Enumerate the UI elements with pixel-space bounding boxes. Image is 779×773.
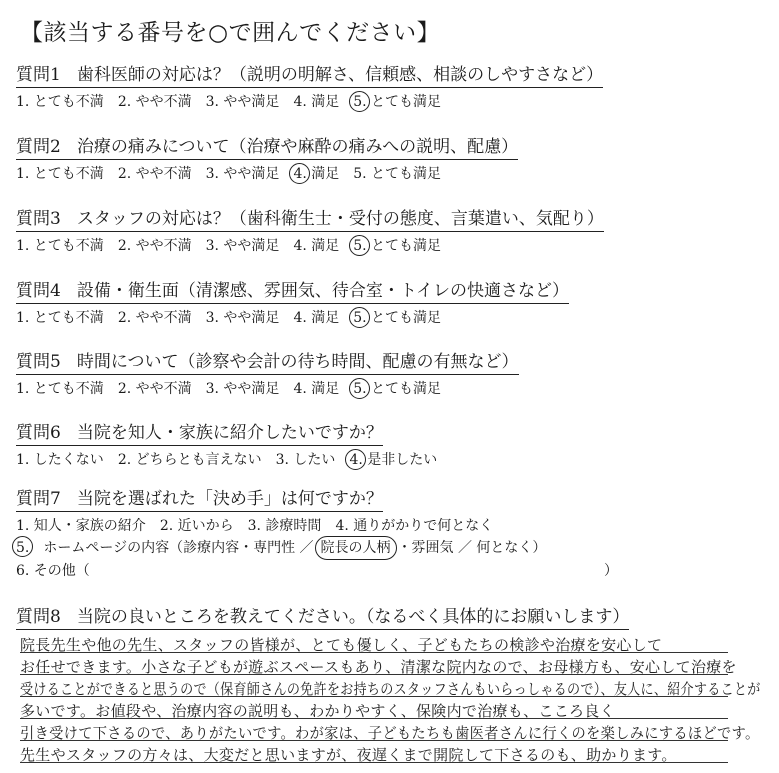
question-number: 質問3 [16, 209, 61, 229]
question-7 [16, 488, 756, 582]
answer-option-1[interactable]: 1. とても不満 [16, 381, 104, 397]
handwritten-answer-line: 多いです。お値段や、治療内容の説明も、わかりやすく、保険内で治療も、こころ良く [20, 702, 615, 720]
question-5 [16, 351, 756, 399]
answer-option-4[interactable]: 4. 満足 [293, 94, 340, 110]
question-text: 歯科医師の対応は？（説明の明解さ、信頼感、相談のしやすさなど） [76, 65, 604, 85]
q7-options-line2 [16, 536, 756, 560]
handwritten-answer-line: 先生やスタッフの方々は、大変だと思いますが、夜遅くまで開院して下さるのも、助かります。 [20, 746, 677, 764]
question-number: 質問2 [16, 137, 61, 157]
answer-options [16, 164, 756, 184]
question-2 [16, 136, 756, 184]
answer-option-4[interactable]: 4. 満足 [293, 310, 340, 326]
handwritten-answer-line: お任せできます。小さな子どもが遊ぶスペースもあり、清潔な院内なので、お母様方も、安心して治療を [20, 658, 737, 676]
answer-options [16, 450, 756, 470]
question-header [16, 488, 383, 512]
answer-option-2[interactable]: 2. やや不満 [117, 310, 192, 326]
answer-option-5[interactable]: 5. とても満足 [353, 310, 442, 326]
question-header [16, 136, 518, 160]
question-text: 当院の良いところを教えてください。（なるべく具体的にお願いします） [76, 607, 630, 627]
answer-option-5[interactable]: 5. とても満足 [353, 381, 442, 397]
question-text: スタッフの対応は？（歯科衛生士・受付の態度、言葉遣い、気配り） [76, 209, 604, 229]
handwritten-answer-line: 院長先生や他の先生、スタッフの皆様が、とても優しく、子どもたちの検診や治療を安心して [20, 636, 663, 654]
q7-option-5[interactable]: 5. [16, 537, 29, 559]
answer-option-2[interactable]: 2. やや不満 [117, 381, 192, 397]
question-header [16, 208, 604, 232]
q7-option-3[interactable]: 3. 診療時間 [247, 518, 322, 534]
handwritten-answer-line: 受けることができると思うので（保育師さんの免許をお持ちのスタッフさんもいらっしゃるので）、友人に、紹介することが [20, 680, 761, 698]
q7-option-2[interactable]: 2. 近いから [159, 518, 234, 534]
answer-option-2[interactable]: 2. やや不満 [117, 238, 192, 254]
question-number: 質問5 [16, 352, 61, 372]
answer-option-1[interactable]: 1. とても不満 [16, 166, 104, 182]
question-header [16, 606, 629, 630]
question-3 [16, 208, 756, 256]
question-header [16, 351, 519, 375]
answer-options [16, 308, 756, 328]
q7-option-6[interactable]: 6. その他（ [16, 563, 90, 579]
q7-option-5-text: ホームページの内容（診療内容・専門性 ／ [43, 540, 314, 556]
answer-options [16, 236, 756, 256]
question-number: 質問1 [16, 65, 61, 85]
answer-option-4[interactable]: 4. 満足 [293, 381, 340, 397]
answer-option-1[interactable]: 1. とても不満 [16, 238, 104, 254]
q7-options-line3 [16, 560, 756, 582]
answer-option-1[interactable]: 1. とても不満 [16, 94, 104, 110]
answer-options [16, 92, 756, 112]
question-text: 当院を選ばれた「決め手」は何ですか？ [76, 489, 383, 509]
answer-option-4[interactable]: 4. 満足 [293, 238, 340, 254]
question-header [16, 422, 383, 446]
question-number: 質問6 [16, 423, 61, 443]
q7-option-6-close: ） [604, 563, 618, 579]
page-title: 【該当する番号を○で囲んでください】 [20, 20, 441, 46]
answer-option-5[interactable]: 5. とても満足 [353, 238, 442, 254]
answer-option-5[interactable]: 5. とても満足 [353, 94, 442, 110]
question-text: 設備・衛生面（清潔感、雰囲気、待合室・トイレの快適さなど） [76, 281, 569, 301]
answer-option-5[interactable]: 5. とても満足 [353, 166, 442, 182]
question-number: 質問8 [16, 607, 61, 627]
question-number: 質問7 [16, 489, 61, 509]
answer-option-2[interactable]: 2. どちらとも言えない [117, 452, 262, 468]
answer-option-4[interactable]: 4. 是非したい [349, 452, 438, 468]
question-header [16, 64, 603, 88]
question-4 [16, 280, 756, 328]
question-text: 当院を知人・家族に紹介したいですか？ [76, 423, 383, 443]
question-header [16, 280, 569, 304]
answer-option-2[interactable]: 2. やや不満 [117, 94, 192, 110]
answer-option-3[interactable]: 3. やや満足 [205, 381, 280, 397]
answer-option-3[interactable]: 3. やや満足 [205, 238, 280, 254]
answer-option-3[interactable]: 3. やや満足 [205, 94, 280, 110]
question-1 [16, 64, 756, 112]
answer-option-3[interactable]: 3. やや満足 [205, 166, 280, 182]
q7-circled-phrase[interactable]: 院長の人柄 [315, 536, 397, 560]
answer-option-2[interactable]: 2. やや不満 [117, 166, 192, 182]
q7-option-1[interactable]: 1. 知人・家族の紹介 [16, 518, 146, 534]
handwritten-answer-line: 引き受けて下さるので、ありがたいです。わが家は、子どもたちも歯医者さんに行くのを楽しみにするほどです。 [20, 724, 760, 742]
q7-option-5-tail: ・雰囲気 ／ 何となく） [397, 540, 547, 556]
q7-options-line1 [16, 516, 756, 536]
answer-options [16, 379, 756, 399]
question-8 [16, 606, 756, 630]
question-number: 質問4 [16, 281, 61, 301]
question-6 [16, 422, 756, 470]
answer-option-1[interactable]: 1. したくない [16, 452, 104, 468]
answer-option-1[interactable]: 1. とても不満 [16, 310, 104, 326]
answer-option-4[interactable]: 4. 満足 [293, 166, 340, 182]
q7-option-4[interactable]: 4. 通りがかりで何となく [335, 518, 494, 534]
question-text: 治療の痛みについて（治療や麻酔の痛みへの説明、配慮） [76, 137, 519, 157]
answer-option-3[interactable]: 3. したい [275, 452, 336, 468]
answer-option-3[interactable]: 3. やや満足 [205, 310, 280, 326]
question-text: 時間について（診察や会計の待ち時間、配慮の有無など） [76, 352, 519, 372]
